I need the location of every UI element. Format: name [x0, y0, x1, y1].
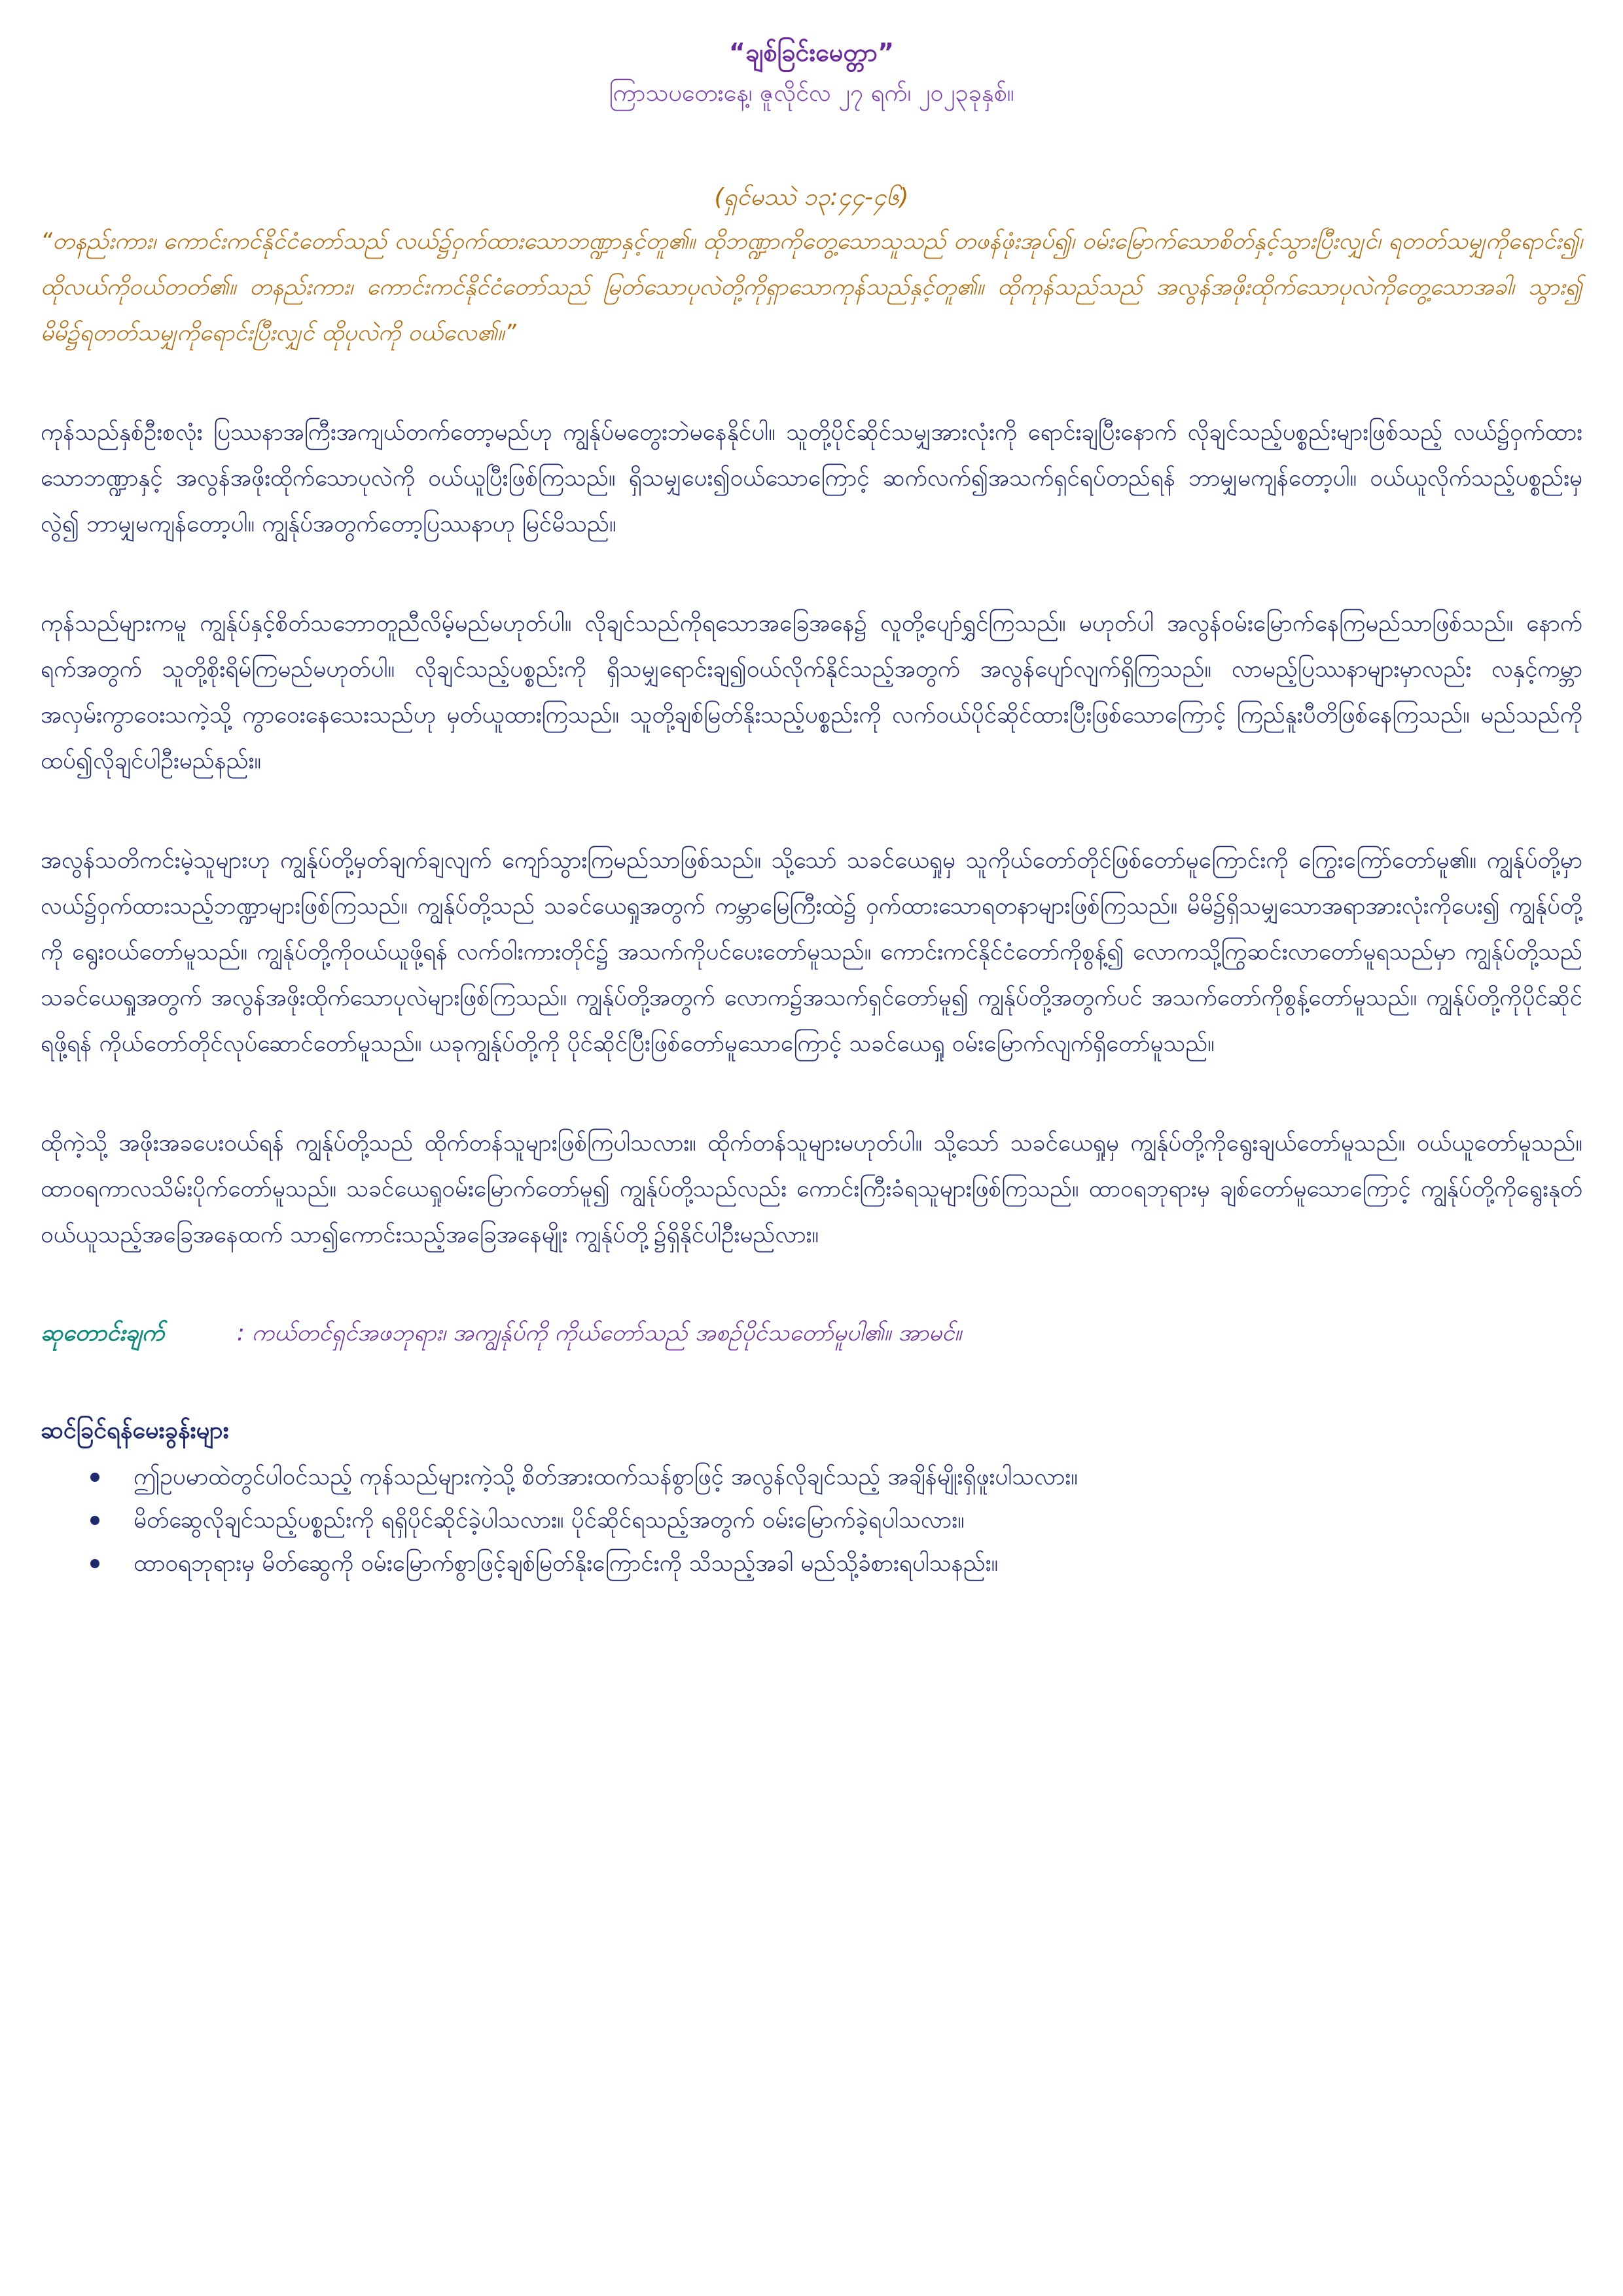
bullet-icon	[90, 1516, 99, 1525]
question-text: ထာဝရဘုရားမှ မိတ်ဆွေကို ဝမ်းမြောက်စွာဖြင့်ချစ်မြတ်နိုးကြောင်းကို သိသည့်အခါ မည်သို့ခံစားရပါသနည်း။	[134, 1551, 999, 1577]
document-title: “ချစ်ခြင်းမေတ္တာ”	[728, 38, 895, 67]
body-paragraph-3: အလွန်သတိကင်းမဲ့သူများဟု ကျွန်ုပ်တို့မှတ်ချက်ချလျက် ကျော်သွားကြမည်သာဖြစ်သည်။ သို့သော် သခင်ယေရှုမှ သူကိုယ်တော်တိုင်ဖြစ်တော်မူကြောင်းကို ကြွေးကြော်တော်မူ၏။ ကျွန်ုပ်တို့မှာ လယ်၌ဝှက်ထားသည့်ဘဏ္ဍာများဖြစ်ကြသည်။ ကျွန်ုပ်တို့သည် သခင်ယေရှုအတွက် ကမ္ဘာမြေကြီးထဲ၌ ဝှက်ထားသောရတနာများဖြစ်ကြသည်။ မိမိ၌ရှိသမျှသောအရာအားလုံးကိုပေး၍ ကျွန်ုပ်တို့ကို ရွေးဝယ်တော်မူသည်။ ကျွန်ုပ်တို့ကိုဝယ်ယူဖို့ရန် လက်ဝါးကားတိုင်၌ အသက်ကိုပင်ပေးတော်မူသည်။ ကောင်းကင်နိုင်ငံတော်ကိုစွန့်၍ လောကသို့ကြွဆင်းလာတော်မူရသည်မှာ ကျွန်ုပ်တို့သည် သခင်ယေရှုအတွက် အလွန်အဖိုးထိုက်သောပုလဲများဖြစ်ကြသည်။ ကျွန်ုပ်တို့အတွက် လောက၌အသက်ရှင်တော်မူ၍ ကျွန်ုပ်တို့အတွက်ပင် အသက်တော်ကိုစွန့်တော်မူသည်။ ကျွန်ုပ်တို့ကိုပိုင်ဆိုင်ရဖို့ရန် ကိုယ်တော်တိုင်လုပ်ဆောင်တော်မူသည်။ ယခုကျွန်ုပ်တို့ကို ပိုင်ဆိုင်ပြီးဖြစ်တော်မူသောကြောင့် သခင်ယေရှု ဝမ်းမြောက်လျက်ရှိတော်မူသည်။	[41, 848, 1582, 1057]
scripture-reference: (ရှင်မဿဲ ၁၃:၄၄-၄၆)	[714, 184, 909, 211]
prayer-label: ဆုတောင်းချက်	[41, 1320, 165, 1346]
document-page	[41, 31, 1582, 1585]
prayer-text: : ကယ်တင်ရှင်အဖဘုရား၊ အကျွန်ုပ်ကို ကိုယ်တော်သည် အစဉ်ပိုင်သတော်မူပါ၏။ အာမင်။	[237, 1320, 962, 1346]
scripture-text: “တနည်းကား၊ ကောင်းကင်နိုင်ငံတော်သည် လယ်၌ဝှက်ထားသောဘဏ္ဍာနှင့်တူ၏။ ထိုဘဏ္ဍာကိုတွေ့သောသူသည် တဖန်ဖုံးအုပ်၍၊ ဝမ်းမြောက်သောစိတ်နှင့်သွားပြီးလျှင်၊ ရတတ်သမျှကိုရောင်း၍၊ ထိုလယ်ကိုဝယ်တတ်၏။ တနည်းကား၊ ကောင်းကင်နိုင်ငံတော်သည် မြတ်သောပုလဲတို့ကိုရှာသောကုန်သည်နှင့်တူ၏။ ထိုကုန်သည်သည် အလွန်အဖိုးထိုက်သောပုလဲကိုတွေ့သောအခါ၊ သွား၍ မိမိ၌ရတတ်သမျှကိုရောင်းပြီးလျှင် ထိုပုလဲကို ဝယ်လေ၏။”	[41, 228, 1582, 346]
list-item	[41, 1499, 1582, 1542]
list-item	[41, 1456, 1582, 1499]
document-date: ကြာသပတေးနေ့၊ ဇူလိုင်လ ၂၇ ရက်၊ ၂၀၂၃ခုနှစ်။	[609, 80, 1014, 107]
bullet-icon	[90, 1473, 99, 1482]
body-paragraph-4: ထိုကဲ့သို့ အဖိုးအခပေးဝယ်ရန် ကျွန်ုပ်တို့သည် ထိုက်တန်သူများဖြစ်ကြပါသလား။ ထိုက်တန်သူများမဟုတ်ပါ။ သို့သော် သခင်ယေရှုမှ ကျွန်ုပ်တို့ကိုရွေးချယ်တော်မူသည်။ ဝယ်ယူတော်မူသည်။ ထာဝရကာလသိမ်းပိုက်တော်မူသည်။ သခင်ယေရှုဝမ်းမြောက်တော်မူ၍ ကျွန်ုပ်တို့သည်လည်း ကောင်းကြီးခံရသူများဖြစ်ကြသည်။ ထာဝရဘုရားမှ ချစ်တော်မူသောကြောင့် ကျွန်ုပ်တို့ကိုရွေးနုတ်ဝယ်ယူသည့်အခြေအနေထက် သာ၍ကောင်းသည့်အခြေအနေမျိုး ကျွန်ုပ်တို့၌ရှိနိုင်ပါဦးမည်လား။	[41, 1130, 1582, 1248]
list-item	[41, 1542, 1582, 1585]
body-paragraph-2: ကုန်သည်များကမူ ကျွန်ုပ်နှင့်စိတ်သဘောတူညီလိမ့်မည်မဟုတ်ပါ။ လိုချင်သည်ကိုရသောအခြေအနေ၌ လူတို့ပျော်ရွှင်ကြသည်။ မဟုတ်ပါ အလွန်ဝမ်းမြောက်နေကြမည်သာဖြစ်သည်။ နောက်ရက်အတွက် သူတို့စိုးရိမ်ကြမည်မဟုတ်ပါ။ လိုချင်သည့်ပစ္စည်းကို ရှိသမျှရောင်းချ၍ဝယ်လိုက်နိုင်သည့်အတွက် အလွန်ပျော်လျက်ရှိကြသည်။ လာမည့်ပြဿနာများမှာလည်း လနှင့်ကမ္ဘာအလှမ်းကွာဝေးသကဲ့သို့ ကွာဝေးနေသေးသည်ဟု မှတ်ယူထားကြသည်။ သူတို့ချစ်မြတ်နိုးသည့်ပစ္စည်းကို လက်ဝယ်ပိုင်ဆိုင်ထားပြီးဖြစ်သောကြောင့် ကြည်နူးပီတိဖြစ်နေကြသည်။ မည်သည်ကို ထပ်၍လိုချင်ပါဦးမည်နည်း။	[41, 611, 1582, 774]
questions-heading: ဆင်ခြင်ရန်မေးခွန်းများ	[41, 1417, 229, 1444]
body-paragraph-1: ကုန်သည်နှစ်ဦးစလုံး ပြဿနာအကြီးအကျယ်တက်တော့မည်ဟု ကျွန်ုပ်မတွေးဘဲမနေနိုင်ပါ။ သူတို့ပိုင်ဆိုင်သမျှအားလုံးကို ရောင်းချပြီးနောက် လိုချင်သည့်ပစ္စည်းများဖြစ်သည့် လယ်၌ဝှက်ထားသောဘဏ္ဍာနှင့် အလွန်အဖိုးထိုက်သောပုလဲကို ဝယ်ယူပြီးဖြစ်ကြသည်။ ရှိသမျှပေး၍ဝယ်သောကြောင့် ဆက်လက်၍အသက်ရှင်ရပ်တည်ရန် ဘာမျှမကျန်တော့ပါ။ ဝယ်ယူလိုက်သည့်ပစ္စည်းမှလွဲ၍ ဘာမျှမကျန်တော့ပါ။ ကျွန်ုပ်အတွက်တော့ပြဿနာဟု မြင်မိသည်။	[41, 420, 1582, 537]
bullet-icon	[90, 1559, 99, 1568]
questions-list	[41, 1456, 1582, 1585]
question-text: ဤဥပမာထဲတွင်ပါဝင်သည့် ကုန်သည်များကဲ့သို့ စိတ်အားထက်သန်စွာဖြင့် အလွန်လိုချင်သည့် အချိန်မျိုးရှိဖူးပါသလား။	[134, 1464, 1078, 1490]
prayer-line	[41, 1312, 1582, 1355]
question-text: မိတ်ဆွေလိုချင်သည့်ပစ္စည်းကို ရရှိပိုင်ဆိုင်ခဲ့ပါသလား။ ပိုင်ဆိုင်ရသည့်အတွက် ဝမ်းမြောက်ခဲ့ရပါသလား။	[134, 1507, 965, 1534]
scripture-quote	[41, 177, 1582, 356]
document-header	[41, 31, 1582, 114]
reflection-questions	[41, 1410, 1582, 1585]
